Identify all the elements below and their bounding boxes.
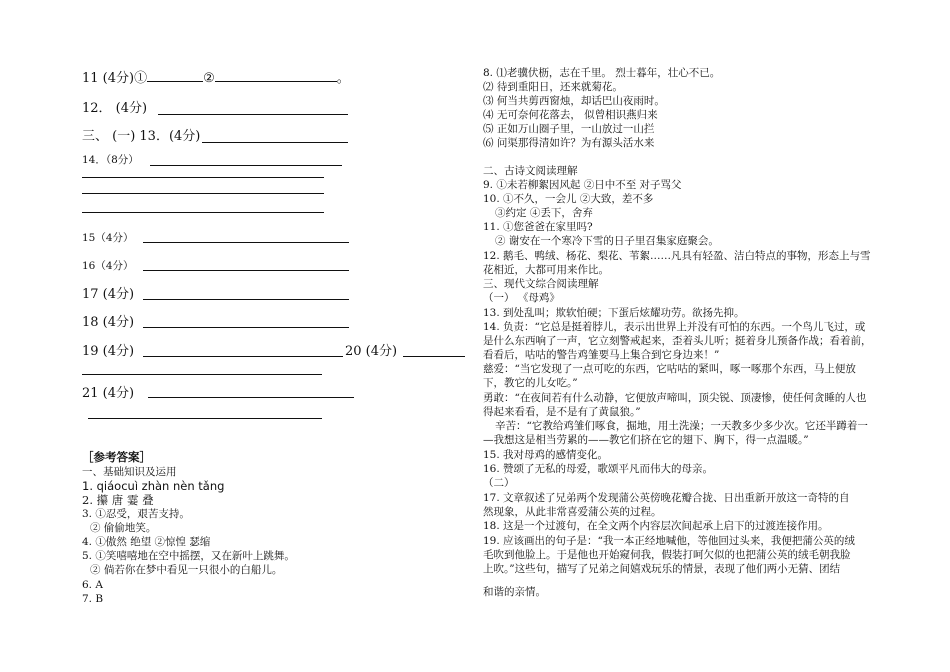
answer-13: 13. 到处乱叫；欺软怕硬；下蛋后炫耀功劳。欲扬先抑。 <box>483 307 745 319</box>
subsection-1-title: （一） 《母鸡》 <box>483 292 560 304</box>
answer-3a: 3. ①忍受，艰苦支持。 <box>82 508 190 520</box>
answer-15: 15. 我对母鸡的感情变化。 <box>483 449 609 461</box>
answer-8-line-3: ⑶ 何当共剪西窗烛，却话巴山夜雨时。 <box>483 95 665 107</box>
section-3-heading: 三、现代文综合阅读理解 <box>483 278 599 290</box>
answer-8-line-5: ⑸ 正如万山圈子里，一山放过一山拦 <box>483 123 655 135</box>
answer-18: 18. 这是一个过渡句，在全文两个内容层次间起承上启下的过渡连接作用。 <box>483 520 829 532</box>
answer-14-line-7: 得起来看看，是不是有了黄鼠狼。” <box>483 406 641 418</box>
answer-8-line-1: 8. ⑴老骥伏枥，志在千里。 烈士暮年，壮心不已。 <box>483 67 721 79</box>
q12-label: 12． (4分) <box>82 101 148 116</box>
answer-14-line-1: 14. 负责：“它总是挺着脖儿，表示出世界上并没有可怕的东西。一个鸟儿飞过，或 <box>483 321 866 333</box>
answer-14-line-8: 辛苦：“它教给鸡雏们啄食，掘地，用土洗澡；一天教多少多少次。它还半蹲着一 <box>495 420 868 432</box>
answer-12a: 12. 鹅毛、鸭绒、杨花、梨花、苇絮……凡具有轻盈、洁白特点的事物，形态上与雪 <box>483 250 871 262</box>
answer-11b: ② 谢安在一个寒冷下雪的日子里召集家庭聚会。 <box>495 235 719 247</box>
answer-16: 16. 赞颂了无私的母爱，歌颂平凡而伟大的母亲。 <box>483 463 714 475</box>
q14-blank-1[interactable] <box>150 165 342 166</box>
answer-19-line-4: 和谐的亲情。 <box>483 586 546 598</box>
q16-label: 16（4分） <box>82 260 134 272</box>
q12-blank[interactable] <box>158 114 348 115</box>
q11-line <box>82 72 350 85</box>
section-2-heading: 二、古诗文阅读理解 <box>483 165 578 177</box>
subsection-2-title: （二） <box>483 477 515 489</box>
answer-3b: ② 偷偷地笑。 <box>90 522 157 534</box>
q19-blank[interactable] <box>143 356 343 357</box>
answer-11a: 11. ①您爸爸在家里吗? <box>483 221 593 233</box>
answer-6: 6. A <box>82 579 103 591</box>
answer-5a: 5. ①笑嘻嘻地在空中摇摆，又在新叶上跳舞。 <box>82 550 295 562</box>
answer-14-line-3: 看看后，咕咕的警告鸡雏要马上集合到它身边来！” <box>483 349 720 361</box>
q14-label: 14．（8分） <box>82 154 139 166</box>
answer-8-line-6: ⑹ 问渠那得清如许？为有源头活水来 <box>483 137 655 149</box>
answer-7: 7. B <box>82 593 104 605</box>
answer-19-line-1: 19. 应该画出的句子是：“我一本正经地喊他，等他回过头来，我便把蒲公英的绒 <box>483 535 855 547</box>
answer-1: 1. qiáocuì zhàn nèn tǎng <box>82 479 225 493</box>
answer-14-line-9: —我想这是相当劳累的——教它们挤在它的翅下、胸下，得一点温暖。” <box>483 434 809 446</box>
q11-mark1: ① <box>134 71 148 86</box>
answer-19-line-2: 毛吹到他脸上。于是他也开始窥伺我，假装打呵欠似的也把蒲公英的绒毛朝我脸 <box>483 549 851 561</box>
answer-10a: 10. ①不久，一会儿 ②大致，差不多 <box>483 193 654 205</box>
q15-label: 15（4分） <box>82 232 134 244</box>
answer-17-line-2: 然现象，从此非常喜爱蒲公英的过程。 <box>483 506 662 518</box>
q21-label: 21 (4分) <box>82 386 135 401</box>
q17-label: 17 (4分) <box>82 287 135 302</box>
answer-14-line-6: 勇敢：“在夜间若有什么动静，它便放声啼叫，顶尖锐、顶凄惨，使任何贪睡的人也 <box>483 392 867 404</box>
q20-blank-1[interactable] <box>403 356 465 357</box>
answer-10b: ③约定 ④丢下，舍弃 <box>495 207 593 219</box>
answer-14-line-2: 是什么东西响了一声，它立刻警戒起来，歪着头儿听；挺着身儿预备作战；看着前， <box>483 335 872 347</box>
q14-blank-3[interactable] <box>82 193 324 194</box>
q14-blank-2[interactable] <box>82 177 324 178</box>
answer-key-title: ［参考答案］ <box>82 450 151 464</box>
q11-number: 11 (4分) <box>82 71 135 86</box>
q11-blank-2[interactable] <box>215 80 337 82</box>
answer-8-line-2: ⑵ 待到重阳日，还来就菊花。 <box>483 81 623 93</box>
answer-8-line-4: ⑷ 无可奈何花落去， 似曾相识燕归来 <box>483 109 658 121</box>
q11-blank-1[interactable] <box>147 80 203 82</box>
q14-blank-4[interactable] <box>82 212 324 213</box>
answer-12b: 花相近，大都可用来作比。 <box>483 264 609 276</box>
answer-9: 9. ①未若柳絮因风起 ②日中不至 对子骂父 <box>483 179 682 191</box>
q20-label: 20 (4分) <box>345 344 398 359</box>
q16-blank[interactable] <box>143 270 349 271</box>
q13-blank[interactable] <box>202 142 348 143</box>
answer-2: 2. 攥 唐 霎 叠 <box>82 493 154 507</box>
answer-4: 4. ①傲然 绝望 ②惊惶 瑟缩 <box>82 536 211 548</box>
q13-label: 三、 (一) 13．(4分) <box>82 129 201 144</box>
q21-blank-2[interactable] <box>88 418 322 419</box>
q11-mark2: ② <box>203 71 215 86</box>
answer-19-line-3: 上吹。”这些句，描写了兄弟之间嬉戏玩乐的情景，表现了他们两小无猜、团结 <box>483 563 841 575</box>
q18-label: 18 (4分) <box>82 315 135 330</box>
q21-blank-1[interactable] <box>148 397 354 398</box>
answer-17-line-1: 17. 文章叙述了兄弟两个发现蒲公英傍晚花瓣合拢、日出重新开放这一奇特的自 <box>483 492 850 504</box>
q18-blank[interactable] <box>143 327 349 328</box>
answer-5b: ② 倘若你在梦中看见一只很小的白船儿。 <box>90 564 283 576</box>
q20-blank-2[interactable] <box>82 374 322 375</box>
answer-14-line-5: 下，教它的儿女吃。” <box>483 377 578 389</box>
section-1-heading: 一、基础知识及运用 <box>82 466 177 478</box>
q11-end: 。 <box>336 71 350 86</box>
answer-14-line-4: 慈爱：“当它发现了一点可吃的东西，它咕咕的紧叫，啄一啄那个东西，马上便放 <box>483 363 856 375</box>
q15-blank[interactable] <box>143 242 349 243</box>
q17-blank[interactable] <box>143 299 349 300</box>
q19-label: 19 (4分) <box>82 344 135 359</box>
